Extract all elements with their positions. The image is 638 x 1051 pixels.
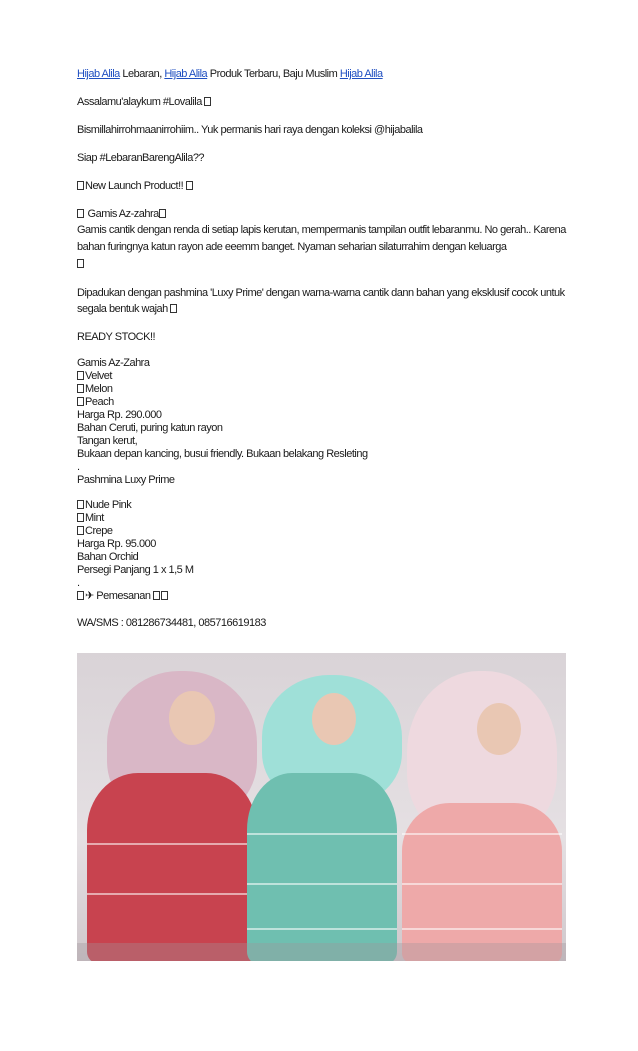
color-label: Mint <box>85 512 104 524</box>
pashmina-spec-block <box>77 499 577 603</box>
right-dress <box>402 803 562 961</box>
emoji-glyph-icon <box>77 371 84 380</box>
model-left <box>77 653 247 961</box>
dress-tier <box>87 893 257 895</box>
emoji-glyph-icon <box>161 591 168 600</box>
greeting-text: Assalamu'alaykum #Lovalila <box>77 96 205 108</box>
greeting <box>77 94 577 110</box>
launch-text: New Launch Product!! <box>85 180 186 192</box>
color-label: Velvet <box>85 370 112 382</box>
emoji-glyph-icon <box>77 181 84 190</box>
emoji-glyph-icon <box>77 500 84 509</box>
pashmina-name: Pashmina Luxy Prime <box>77 474 175 486</box>
gamis-material: Bahan Ceruti, puring katun rayon <box>77 422 223 434</box>
order-label: ✈ Pemesanan <box>85 590 154 602</box>
hijab-alila-link-3[interactable]: Hijab Alila <box>339 68 383 80</box>
gamis-desc-text: Gamis cantik dengan renda di setiap lapis kerutan, mempermanis tampilan outfit lebaranmu. No gerah.. Karena bahan furingnya katun rayon ade eeemm banget. Nyaman seharian silaturrahim dengan keluarga <box>77 224 566 253</box>
intro: Bismillahirrohmaanirrohiim.. Yuk permanis hari raya dengan koleksi @hijabalila <box>77 124 423 136</box>
dress-tier <box>402 833 562 835</box>
gamis-title <box>77 206 577 222</box>
dress-tier <box>247 883 397 885</box>
gamis-color-item <box>77 396 577 409</box>
hijab-alila-link-2[interactable]: Hijab Alila <box>164 68 208 80</box>
separator-dot: . <box>77 577 80 589</box>
emoji-glyph-icon <box>77 591 84 600</box>
title-text-2: Produk Terbaru, Baju Muslim <box>207 68 340 80</box>
gamis-price: Harga Rp. 290.000 <box>77 409 162 421</box>
pashmina-desc-text: Dipadukan dengan pashmina 'Luxy Prime' dengan warna-warna cantik dann bahan yang eksklusif cocok untuk segala bentuk wajah <box>77 287 565 315</box>
pashmina-price: Harga Rp. 95.000 <box>77 538 156 550</box>
pashmina-material: Bahan Orchid <box>77 551 139 563</box>
right-face <box>477 703 521 755</box>
middle-face <box>312 693 356 745</box>
emoji-glyph-icon <box>77 397 84 406</box>
pashmina-color-item <box>77 525 577 538</box>
emoji-glyph-icon <box>77 513 84 522</box>
ready-stock: READY STOCK!! <box>77 331 156 343</box>
pashmina-color-item <box>77 512 577 525</box>
pashmina-description <box>77 285 577 317</box>
left-face <box>169 691 215 745</box>
emoji-glyph-icon <box>170 304 177 313</box>
dress-tier <box>247 928 397 930</box>
pashmina-size: Persegi Panjang 1 x 1,5 M <box>77 564 194 576</box>
emoji-glyph-icon <box>77 526 84 535</box>
emoji-glyph-icon <box>77 209 84 218</box>
model-right <box>377 653 566 961</box>
emoji-glyph-icon <box>77 259 84 268</box>
middle-dress <box>247 773 397 961</box>
order-line <box>77 590 577 603</box>
hijab-alila-link-1[interactable]: Hijab Alila <box>77 68 120 80</box>
emoji-glyph-icon <box>153 591 160 600</box>
color-label: Crepe <box>85 525 113 537</box>
dress-tier <box>402 883 562 885</box>
title-line <box>77 66 577 82</box>
emoji-glyph-icon <box>159 209 166 218</box>
document-body <box>77 66 577 643</box>
emoji-glyph-icon <box>186 181 193 190</box>
left-dress <box>87 773 257 961</box>
gamis-color-item <box>77 370 577 383</box>
contact-line: WA/SMS : 081286734481, 085716619183 <box>77 617 266 629</box>
gamis-closure: Bukaan depan kancing, busui friendly. Bukaan belakang Resleting <box>77 448 368 460</box>
product-photo <box>77 653 566 961</box>
color-label: Nude Pink <box>85 499 132 511</box>
separator-dot: . <box>77 461 80 473</box>
dress-tier <box>247 833 397 835</box>
gamis-color-item <box>77 383 577 396</box>
pashmina-color-item <box>77 499 577 512</box>
title-text-1: Lebaran, <box>119 68 165 80</box>
launch-line <box>77 178 577 194</box>
gamis-name: Gamis Az-Zahra <box>77 357 150 369</box>
emoji-glyph-icon <box>204 97 211 106</box>
floor-shadow <box>77 943 566 961</box>
dress-tier <box>87 843 257 845</box>
gamis-description <box>77 222 577 273</box>
dress-tier <box>402 928 562 930</box>
gamis-spec-block <box>77 357 577 487</box>
gamis-sleeve: Tangan kerut, <box>77 435 138 447</box>
hashtag-line: Siap #LebaranBarengAlila?? <box>77 152 205 164</box>
color-label: Peach <box>85 396 114 408</box>
gamis-title-text: Gamis Az-zahra <box>85 208 159 220</box>
color-label: Melon <box>85 383 113 395</box>
emoji-glyph-icon <box>77 384 84 393</box>
